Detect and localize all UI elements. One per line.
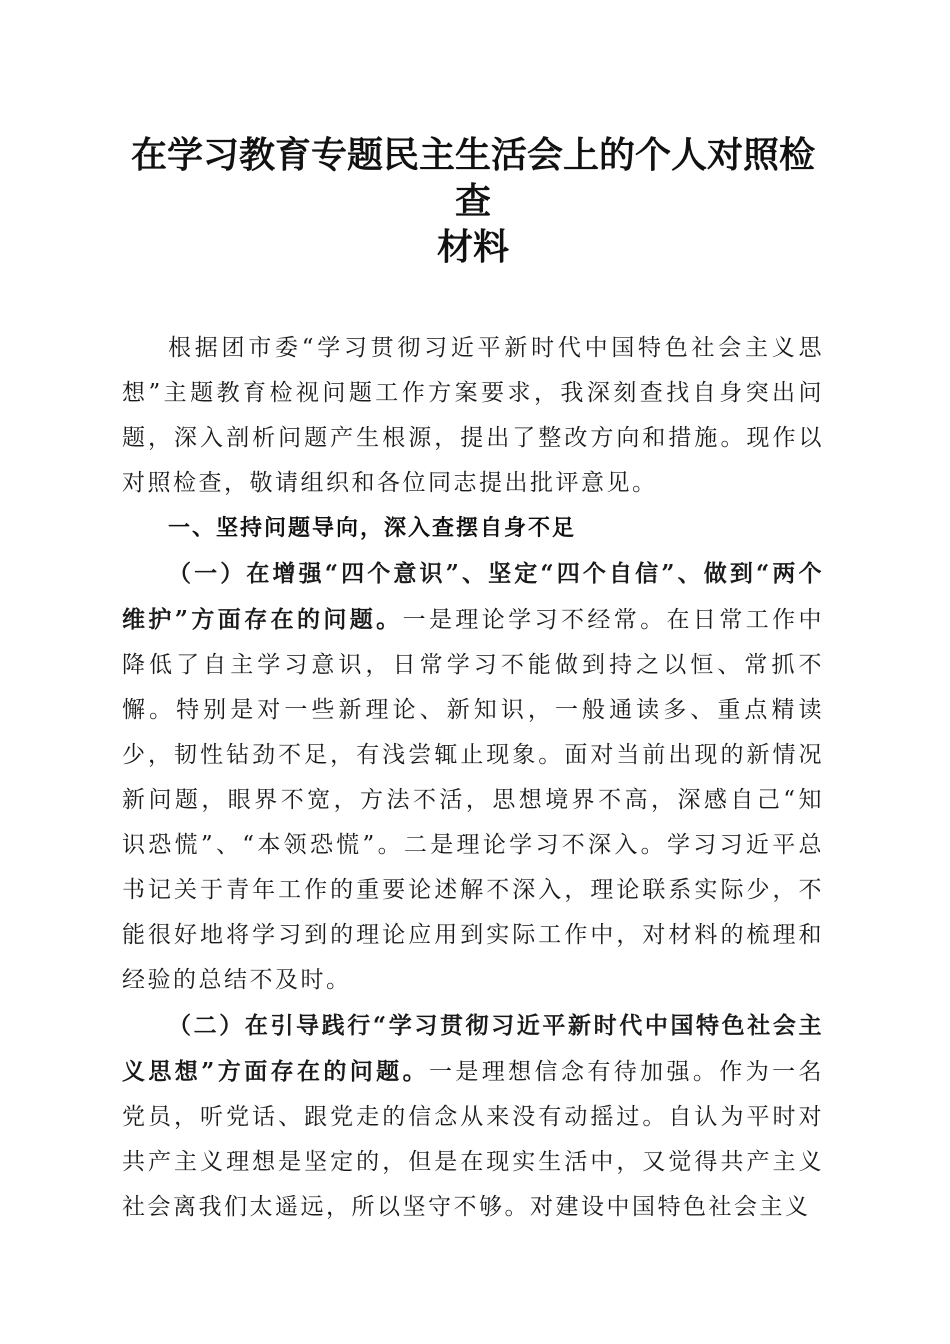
- item-1-lead: （一）在增强“四个意识”、坚定“四个自信”、做到“两个维护”方面存在的问题。: [122, 560, 824, 633]
- item-2-body: 一是理想信念有待加强。作为一名党员，听党话、跟党走的信念从来没有动摇过。自认为平时对共产主义理想是坚定的，但是在现实生活中，又觉得共产主义社会离我们太遥远，所以坚守不够。对建设中国特色社会主义: [122, 1059, 824, 1220]
- document-title-line-1: 在学习教育专题民主生活会上的个人对照检查: [130, 134, 815, 222]
- item-1-paragraph: [122, 551, 824, 1003]
- item-2-lead: （二）在引导践行“学习贯彻习近平新时代中国特色社会主义思想”方面存在的问题。: [122, 1012, 824, 1085]
- document-title-line-2: 材料: [436, 226, 509, 268]
- section-heading-1: 一、坚持问题导向，深入查摆自身不足: [168, 516, 577, 541]
- intro-paragraph: 根据团市委“学习贯彻习近平新时代中国特色社会主义思想”主题教育检视问题工作方案要求，我深刻查找自身突出问题，深入剖析问题产生根源，提出了整改方向和措施。现作以对照检查，敬请组织和各位同志提出批评意见。: [122, 335, 824, 496]
- item-1-body: 一是理论学习不经常。在日常工作中降低了自主学习意识，日常学习不能做到持之以恒、常抓不懈。特别是对一些新理论、新知识，一般通读多、重点精读少，韧性钻劲不足，有浅尝辄止现象。面对当前出现的新情况新问题，眼界不宽，方法不活，思想境界不高，深感自己“知识恐慌”、“本领恐慌”。二是理论学习不深入。学习习近平总书记关于青年工作的重要论述解不深入，理论联系实际少，不能很好地将学习到的理论应用到实际工作中，对材料的梳理和经验的总结不及时。: [122, 607, 825, 993]
- document-title: [122, 132, 824, 270]
- item-2-paragraph: [122, 1003, 824, 1230]
- document-body: [122, 326, 824, 1230]
